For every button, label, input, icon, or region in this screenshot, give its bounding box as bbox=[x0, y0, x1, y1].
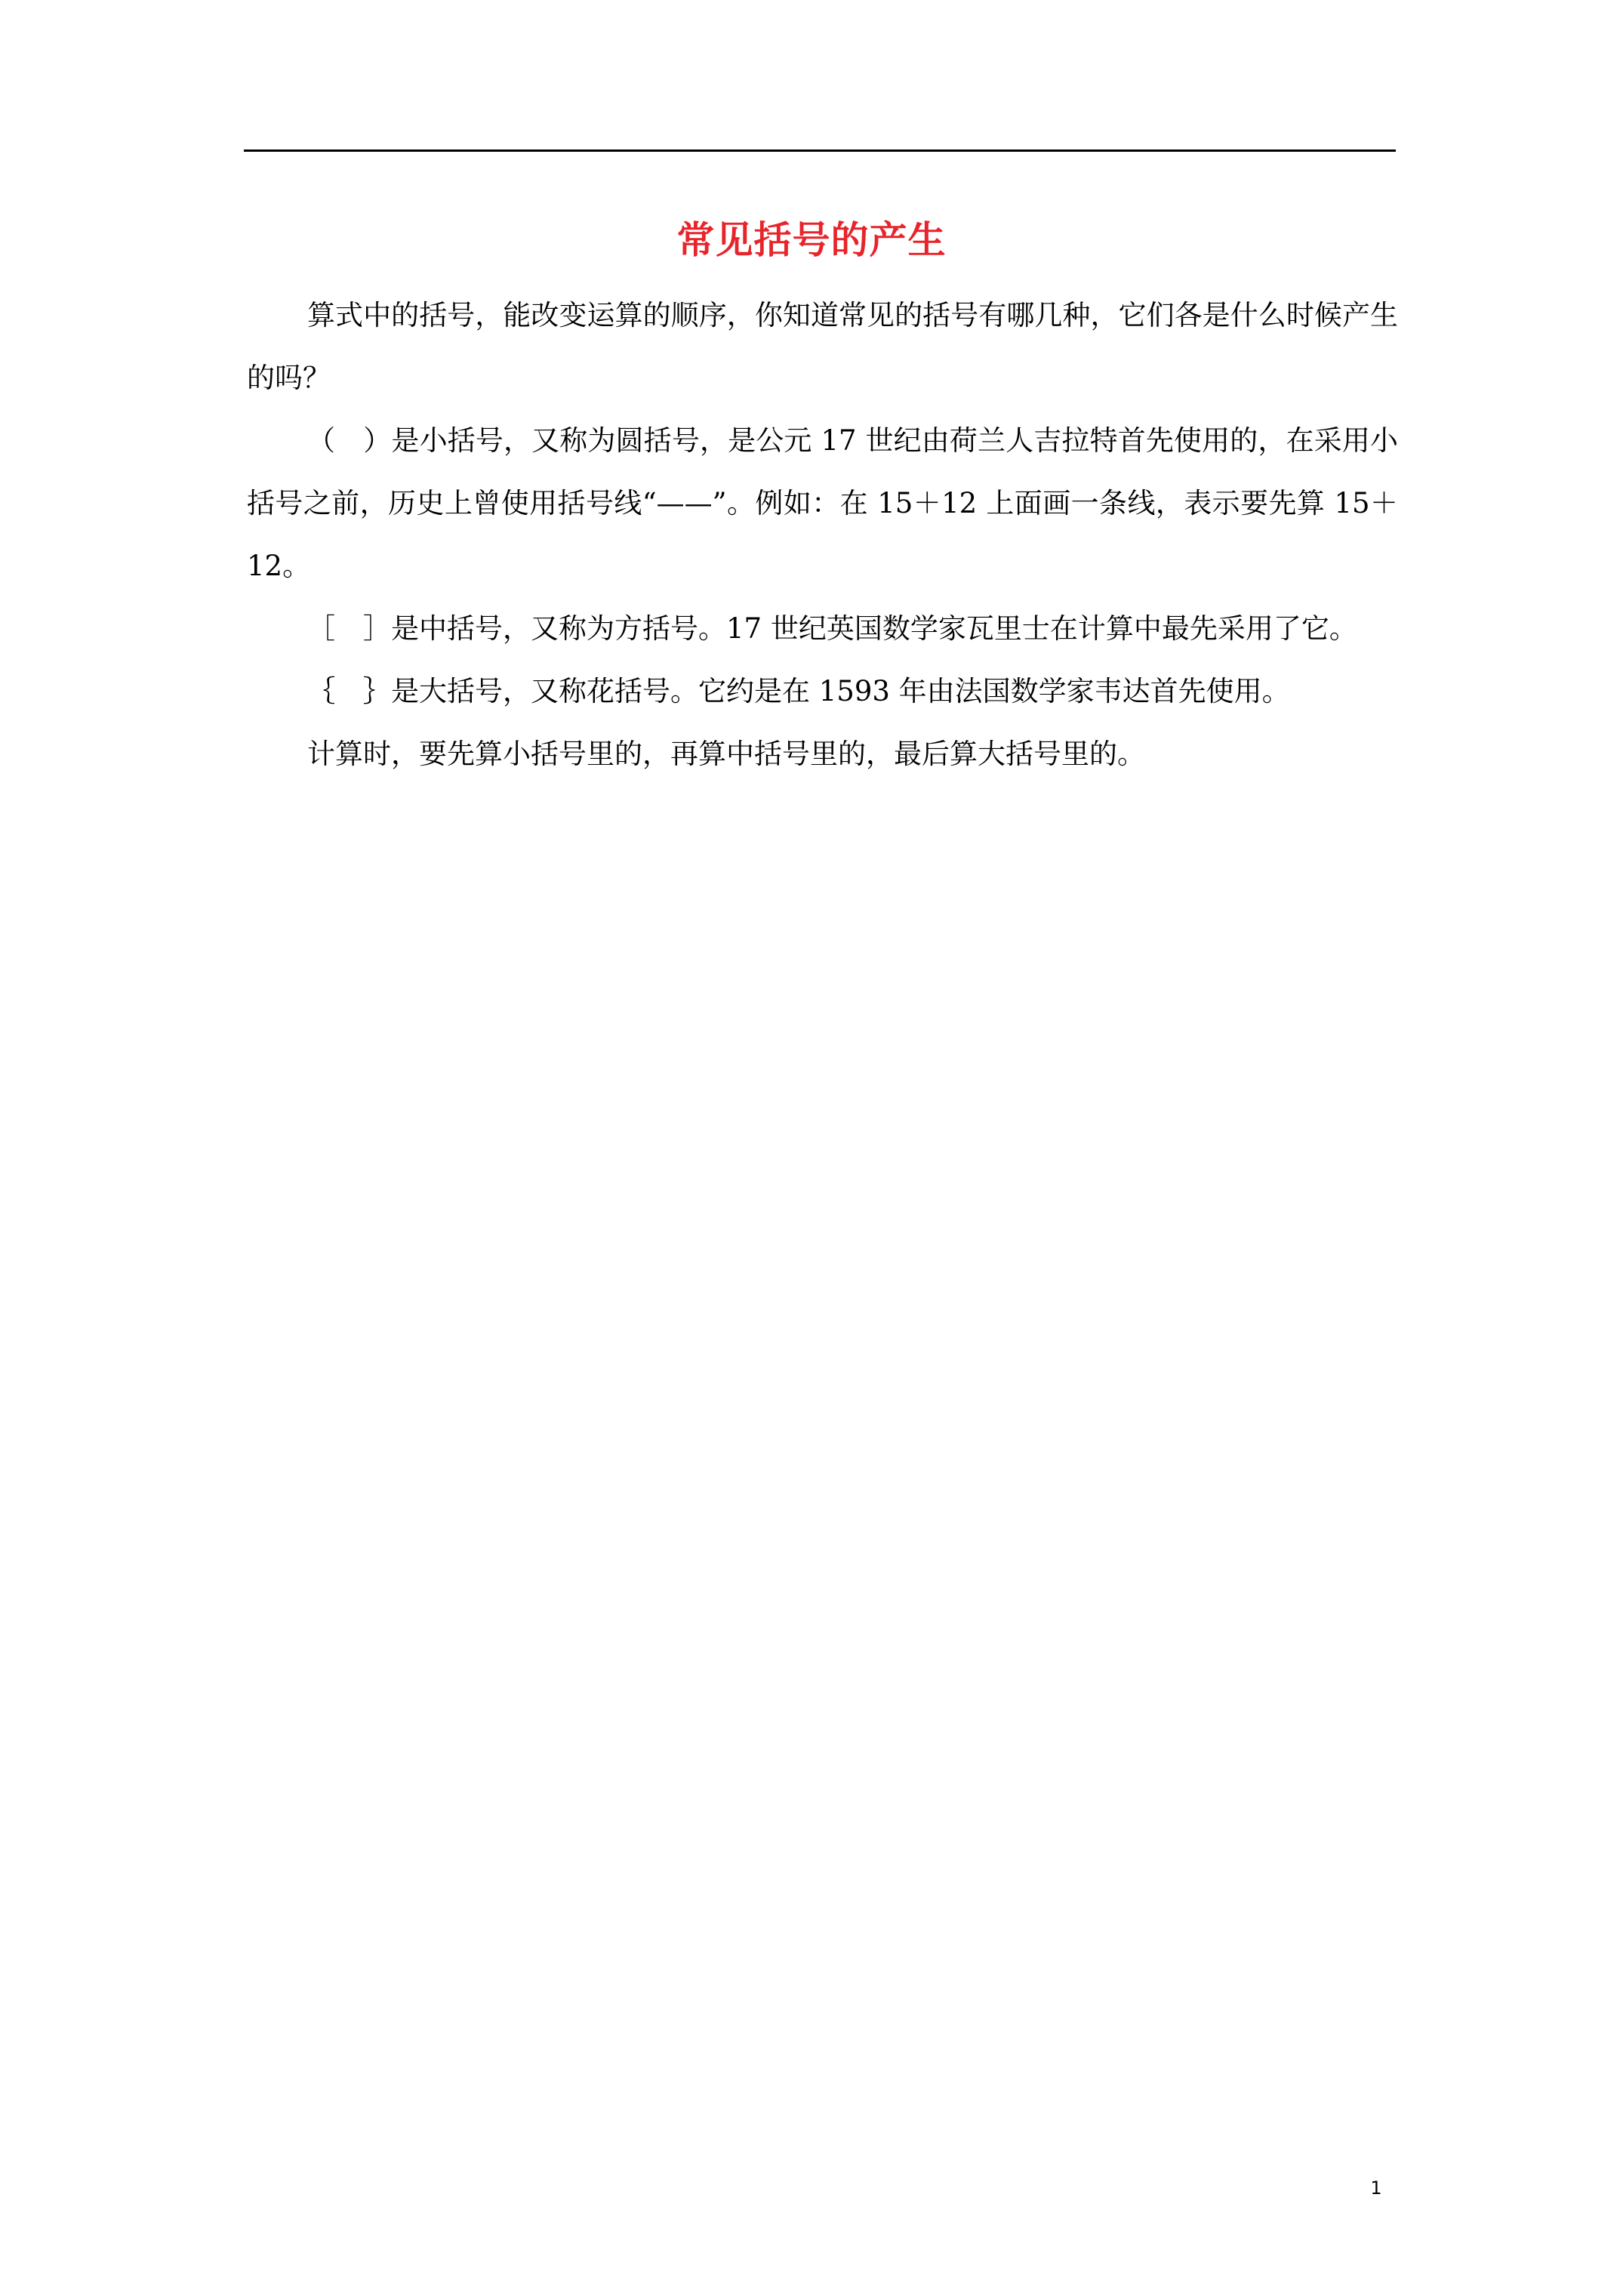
page-number: 1 bbox=[1370, 2177, 1382, 2199]
document-body bbox=[247, 284, 1398, 785]
document-title: 常见括号的产生 bbox=[676, 217, 947, 262]
header-rule bbox=[244, 149, 1396, 152]
paragraph-parentheses: （ ）是小括号，又称为圆括号，是公元 17 世纪由荷兰人吉拉特首先使用的，在采用小括号之前，历史上曾使用括号线“——”。例如：在 15＋12 上面画一条线，表示要先算 15＋12。 bbox=[247, 424, 1398, 582]
paragraph-intro: 算式中的括号，能改变运算的顺序，你知道常见的括号有哪几种，它们各是什么时候产生的吗？ bbox=[247, 299, 1398, 394]
paragraph-calculation-order: 计算时，要先算小括号里的，再算中括号里的，最后算大括号里的。 bbox=[307, 738, 1145, 770]
paragraph-curly-braces: ｛ ｝是大括号，又称花括号。它约是在 1593 年由法国数学家韦达首先使用。 bbox=[307, 675, 1290, 707]
paragraph-square-brackets: ［ ］是中括号，又称为方括号。17 世纪英国数学家瓦里士在计算中最先采用了它。 bbox=[307, 612, 1357, 645]
